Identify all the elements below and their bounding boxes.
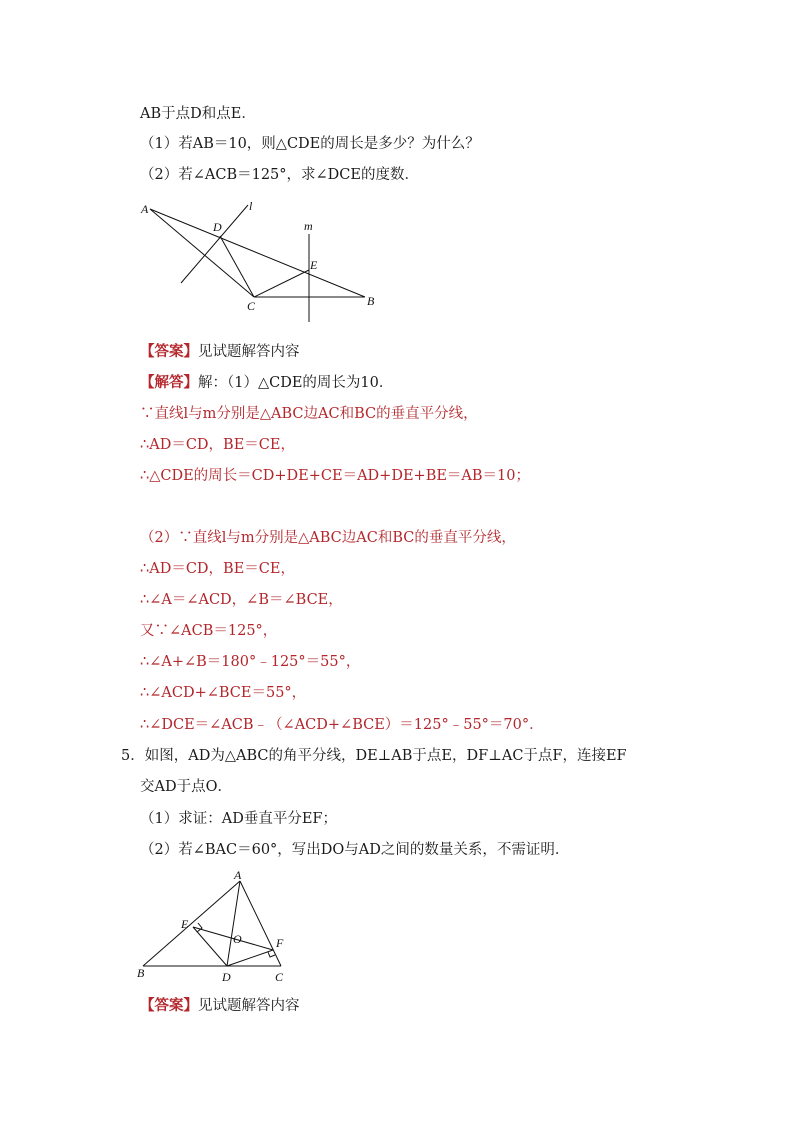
answer-tag: 【答案】 <box>140 997 198 1014</box>
q5-label-D: D <box>222 970 231 984</box>
q5-segment-DE <box>193 927 227 966</box>
solution-line-4: （2）∵直线l与m分别是△ABC边AC和BC的垂直平分线， <box>140 530 516 546</box>
answer-text: 见试题解答内容 <box>198 998 300 1014</box>
q5-label-B: B <box>137 966 145 980</box>
q5-stem-line1: 5．如图，AD为△ABC的角平分线，DE⊥AB于点E，DF⊥AC于点F，连接EF <box>121 748 627 764</box>
solution-line-8: ∴∠A+∠B＝180°﹣125°＝55°， <box>140 654 361 670</box>
q4-label-m: m <box>304 219 313 233</box>
q5-segment-AB <box>143 881 240 966</box>
q5-label-C: C <box>275 970 284 984</box>
answer-text: 见试题解答内容 <box>198 344 300 360</box>
q5-right-angle-F <box>268 952 275 957</box>
solution-line-6: ∴∠A＝∠ACD，∠B＝∠BCE， <box>140 592 343 608</box>
q5-label-F: F <box>276 936 284 950</box>
solution-line-3: ∴△CDE的周长＝CD+DE+CE＝AD+DE+BE＝AB＝10； <box>140 468 531 484</box>
q5-part2: （2）若∠BAC＝60°，写出DO与AD之间的数量关系，不需证明． <box>140 842 570 858</box>
q5-part1: （1）求证：AD垂直平分EF； <box>140 811 337 827</box>
solution-line-5: ∴AD＝CD，BE＝CE， <box>140 561 295 577</box>
solution-line-10: ∴∠DCE＝∠ACB﹣（∠ACD+∠BCE）＝125°﹣55°＝70°． <box>140 717 544 733</box>
q4-part1: （1）若AB＝10，则△CDE的周长是多少？为什么？ <box>140 136 480 152</box>
q5-segment-AC <box>240 881 281 966</box>
solution-line-2: ∴AD＝CD，BE＝CE， <box>140 437 295 453</box>
solution-line-9: ∴∠ACD+∠BCE＝55°， <box>140 685 307 701</box>
q5-segment-DF <box>227 950 273 966</box>
solution-line-1: ∵直线l与m分别是△ABC边AC和BC的垂直平分线， <box>140 406 478 422</box>
q5-label-E: E <box>181 917 189 931</box>
intro-line: AB于点D和点E． <box>140 106 256 122</box>
q4-label-l: l <box>249 199 253 213</box>
q4-label-D: D <box>213 220 222 234</box>
q5-stem-line2: 交AD于点O． <box>140 779 232 795</box>
q5-right-angle-E <box>197 923 202 932</box>
q4-label-B: B <box>367 294 375 308</box>
q4-label-C: C <box>247 299 256 313</box>
solution-lead-text: 解：（1）△CDE的周长为10． <box>198 375 394 391</box>
answer-tag: 【答案】 <box>140 343 198 360</box>
q5-label-A: A <box>234 868 242 882</box>
q5-segment-AD <box>227 881 240 966</box>
q5-answer <box>140 996 300 1016</box>
q4-part2: （2）若∠ACB＝125°，求∠DCE的度数． <box>140 167 419 183</box>
q5-label-O: O <box>233 932 242 946</box>
q4-label-A: A <box>141 202 149 216</box>
solution-tag: 【解答】 <box>140 374 198 391</box>
q4-label-E: E <box>310 258 318 272</box>
solution-line-7: 又∵∠ACB＝125°， <box>140 623 278 639</box>
